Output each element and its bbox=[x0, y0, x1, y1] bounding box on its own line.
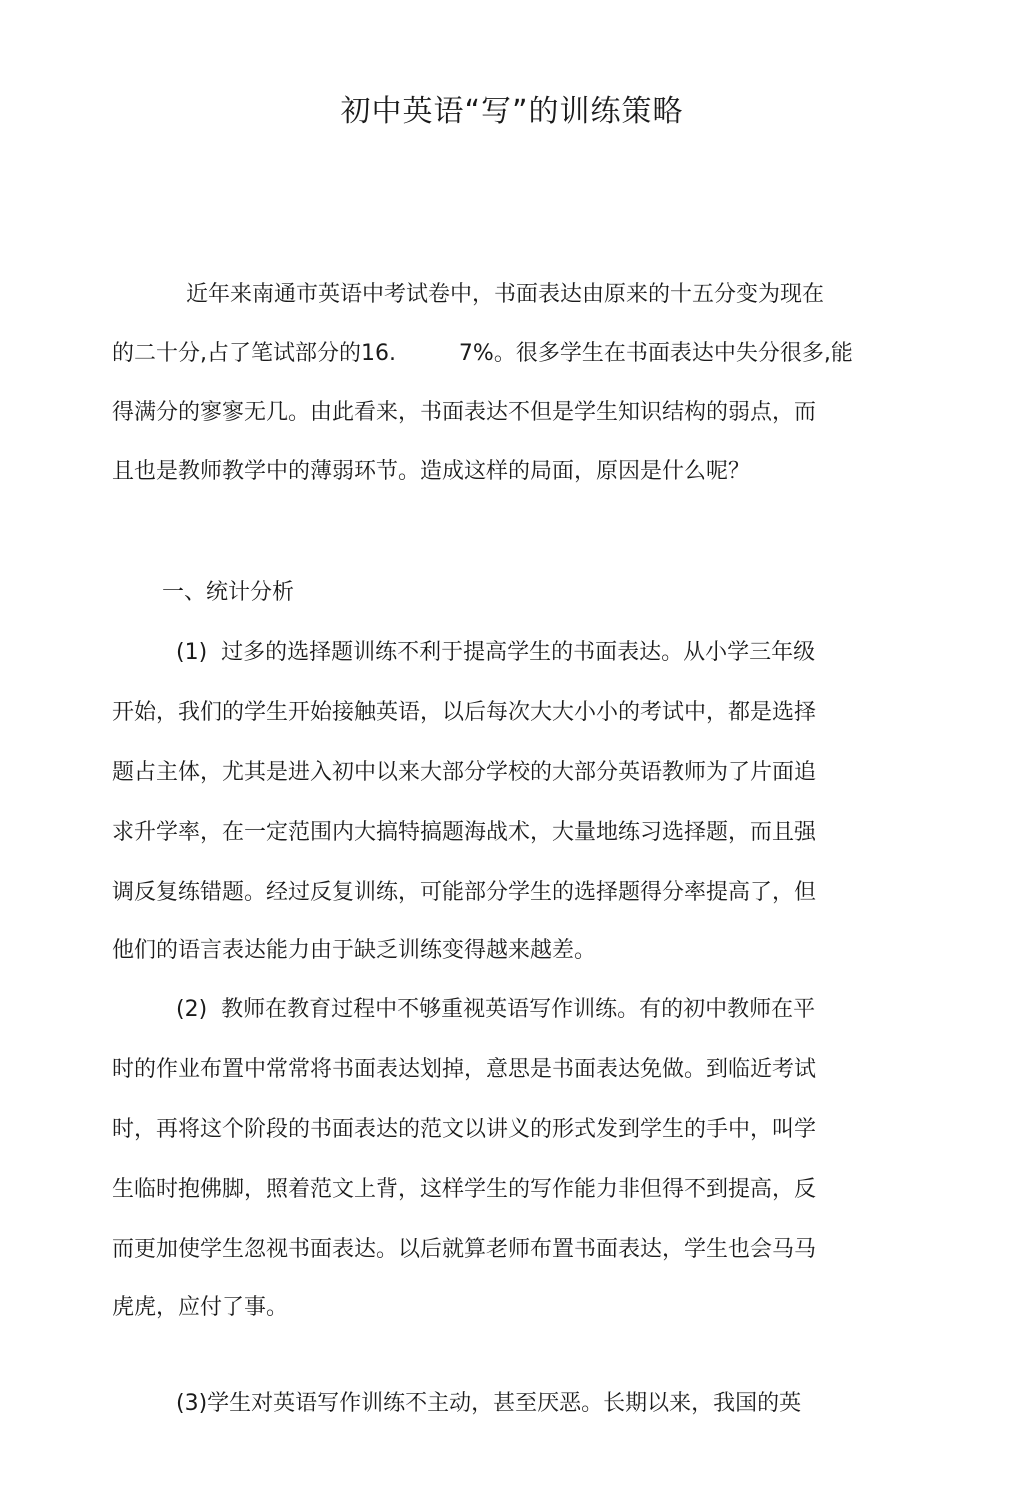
para2-line-1: (2) 教师在教育过程中不够重视英语写作训练。有的初中教师在平 bbox=[176, 997, 816, 1022]
para1-line-4: 求升学率，在一定范围内大搞特搞题海战术，大量地练习选择题，而且强 bbox=[112, 820, 817, 845]
intro-line-3: 得满分的寥寥无几。由此看来，书面表达不但是学生知识结构的弱点，而 bbox=[112, 400, 817, 425]
para2-line-3: 时，再将这个阶段的书面表达的范文以讲义的形式发到学生的手中，叫学 bbox=[112, 1117, 817, 1142]
para1-line-6: 他们的语言表达能力由于缺乏训练变得越来越差。 bbox=[112, 938, 597, 963]
para2-line-5: 而更加使学生忽视书面表达。以后就算老师布置书面表达，学生也会马马 bbox=[112, 1237, 817, 1262]
document-title: 初中英语“写”的训练策略 bbox=[340, 94, 684, 129]
para2-line-2: 时的作业布置中常常将书面表达划掉，意思是书面表达免做。到临近考试 bbox=[112, 1057, 817, 1082]
section-heading: 一、统计分析 bbox=[162, 580, 295, 605]
para1-line-2: 开始，我们的学生开始接触英语，以后每次大大小小的考试中，都是选择 bbox=[112, 700, 817, 725]
para1-line-5: 调反复练错题。经过反复训练，可能部分学生的选择题得分率提高了，但 bbox=[112, 880, 817, 905]
para2-line-6: 虎虎，应付了事。 bbox=[112, 1295, 289, 1320]
intro-line-1: 近年来南通市英语中考试卷中，书面表达由原来的十五分变为现在 bbox=[186, 282, 825, 307]
para2-line-4: 生临时抱佛脚，照着范文上背，这样学生的写作能力非但得不到提高，反 bbox=[112, 1177, 817, 1202]
para3-line-1: (3)学生对英语写作训练不主动，甚至厌恶。长期以来，我国的英 bbox=[176, 1391, 802, 1416]
intro-line-4: 且也是教师教学中的薄弱环节。造成这样的局面，原因是什么呢？ bbox=[112, 459, 751, 484]
para1-line-1: (1) 过多的选择题训练不利于提高学生的书面表达。从小学三年级 bbox=[176, 640, 816, 665]
intro-line-2: 的二十分,占了笔试部分的16. 7%。很多学生在书面表达中失分很多,能 bbox=[112, 341, 853, 366]
para1-line-3: 题占主体，尤其是进入初中以来大部分学校的大部分英语教师为了片面追 bbox=[112, 760, 817, 785]
